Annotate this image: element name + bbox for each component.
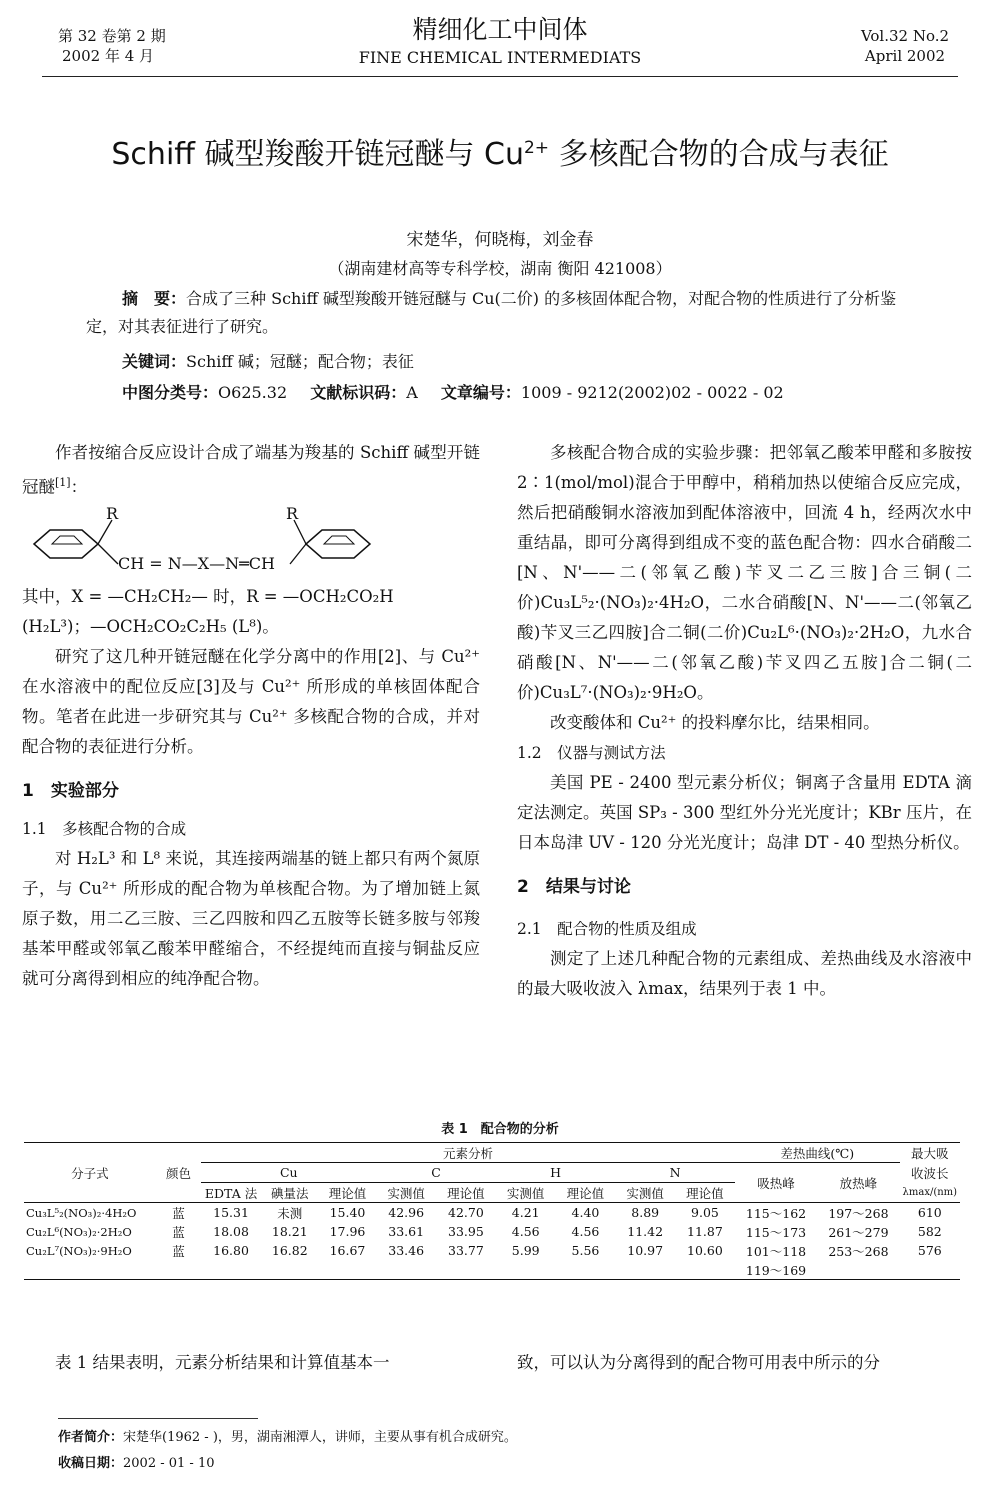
col-n: N	[615, 1163, 735, 1183]
cell: 11.42	[627, 1224, 664, 1239]
col-endo: 吸热峰	[757, 1175, 795, 1191]
cell: 蓝	[172, 1205, 185, 1221]
author-footnote-label: 作者简介：	[58, 1430, 124, 1445]
cell: 10.60	[687, 1243, 723, 1258]
cell: 9.05	[691, 1205, 719, 1220]
cell: 197～268	[828, 1205, 889, 1221]
sub-header: 理论值	[686, 1185, 724, 1201]
received-date	[58, 1452, 215, 1471]
title-tail: 多核配合物的合成与表征	[549, 137, 889, 172]
col-max-1: 最大吸	[911, 1145, 949, 1161]
title-sup: 2+	[523, 138, 550, 158]
volume-issue: 第 32 卷第 2 期	[58, 27, 166, 45]
intro-paragraph	[22, 438, 480, 503]
sub-header: 理论值	[566, 1185, 605, 1201]
cell-formula: Cu₃L⁵₂(NO₃)₂·4H₂O	[26, 1205, 137, 1220]
col-max-2: 收波长	[911, 1165, 949, 1181]
cell: 42.70	[448, 1205, 484, 1220]
received-date-label: 收稿日期：	[58, 1456, 124, 1471]
cell: 4.56	[571, 1224, 600, 1239]
cell: 10.97	[627, 1243, 664, 1258]
col-elemental: 元素分析	[201, 1143, 735, 1163]
cell: 4.56	[511, 1224, 540, 1239]
col-dta: 差热曲线(℃)	[735, 1143, 900, 1163]
cell: 16.67	[329, 1243, 366, 1258]
table-caption: 表 1 配合物的分析	[441, 1122, 559, 1137]
cell: 8.89	[631, 1205, 660, 1220]
cell-formula: Cu₂L⁶(NO₃)₂·2H₂O	[26, 1224, 132, 1239]
synthesis-paragraph: 对 H₂L³ 和 L⁸ 来说，其连接两端基的链上都只有两个氮原子，与 Cu²⁺ 所形成的配合物为单核配合物。为了增加链上氮原子数，用二乙三胺、三乙四胺和四乙五胺等长链多胺与邻羧基苯甲醛或邻氧乙酸苯甲醛缩合，不经提纯而直接与铜盐反应就可分离得到相应的纯净配合物。	[22, 849, 480, 988]
cell: 5.56	[571, 1243, 600, 1258]
cell: 582	[917, 1224, 942, 1239]
article-no-value: 1009 - 9212(2002)02 - 0022 - 02	[520, 383, 784, 402]
sub-header: 实测值	[626, 1185, 664, 1201]
chemical-structure	[22, 502, 402, 582]
right-column	[517, 438, 972, 1004]
classification	[122, 380, 784, 403]
journal-title: 精细化工中间体	[412, 15, 588, 44]
abstract	[86, 285, 918, 341]
issue-date-en: April 2002	[864, 47, 946, 65]
sub-header: 实测值	[387, 1185, 425, 1201]
section-1-heading: 1 实验部分	[22, 781, 119, 801]
cell: 115～162	[745, 1205, 807, 1221]
col-h: H	[496, 1163, 616, 1183]
intro-end: ：	[70, 477, 88, 497]
research-paragraph: 研究了这几种开链冠醚在化学分离中的作用[2]、与 Cu²⁺ 在水溶液中的配位反应[3]及与 Cu²⁺ 所形成的单核固体配合物。笔者在此进一步研究其与 Cu²⁺ 多核配合物的合成，并对配合物的表征进行分析。	[22, 647, 480, 756]
cell: 5.99	[511, 1243, 540, 1258]
col-exo: 放热峰	[839, 1175, 878, 1191]
cell: 16.80	[213, 1243, 249, 1258]
author-footnote	[58, 1426, 517, 1445]
journal-title-en: FINE CHEMICAL INTERMEDIATS	[358, 48, 642, 67]
footnote-rule	[58, 1418, 258, 1419]
keywords	[122, 349, 414, 372]
issue-date: 2002 年 4 月	[62, 47, 155, 65]
bottom-right-text: 致，可以认为分离得到的配合物可用表中所示的分	[517, 1353, 880, 1372]
imine-chain: CH = N—X—N═CH	[118, 554, 275, 573]
cell: 15.40	[329, 1205, 366, 1220]
cell: 16.82	[271, 1243, 308, 1258]
cell: 蓝	[172, 1224, 185, 1240]
journal-issue-left	[58, 26, 166, 66]
where-line-1: 其中，X = —CH₂CH₂— 时，R = —OCH₂CO₂H	[22, 587, 394, 606]
procedure-paragraph: 多核配合物合成的实验步骤：把邻氧乙酸苯甲醛和多胺按 2∶1(mol/mol)混合于甲醇中，稍稍加热以使缩合反应完成，然后把硝酸铜水溶液加到配体溶液中，回流 4 h，经两次水中重结晶，即可分离得到组成不变的蓝色配合物：四水合硝酸二[N、N'——二(邻氧乙酸)苄叉二乙三胺]合三铜(二价)Cu₃L⁵₂·(NO₃)₂·4H₂O，二水合硝酸[N、N'——二(邻氧乙酸)苄叉三乙四胺]合二铜(二价)Cu₂L⁶·(NO₃)₂·2H₂O，九水合硝酸[N、N'——二(邻氧乙酸)苄叉四乙五胺]合二铜(二价)Cu₃L⁷·(NO₃)₂·9H₂O。	[517, 443, 972, 702]
table-row	[24, 1260, 960, 1280]
analysis-table	[24, 1142, 960, 1280]
cell: 253～268	[828, 1243, 889, 1259]
cell: 未测	[277, 1205, 303, 1221]
journal-title-block	[300, 14, 700, 70]
col-cu: Cu	[201, 1163, 376, 1183]
section-2-1-heading: 2.1 配合物的性质及组成	[517, 920, 697, 938]
col-c: C	[376, 1163, 496, 1183]
cell: 576	[917, 1243, 942, 1258]
col-formula: 分子式	[71, 1165, 109, 1181]
affiliation: （湖南建材高等专科学校，湖南 衡阳 421008）	[328, 259, 672, 278]
ratio-paragraph: 改变酸体和 Cu²⁺ 的投料摩尔比，结果相同。	[550, 713, 880, 732]
cell: 蓝	[172, 1243, 185, 1259]
doc-code-value: A	[406, 383, 418, 402]
cell: 33.61	[388, 1224, 425, 1239]
authors: 宋楚华，何晓梅，刘金春	[406, 230, 594, 250]
clc-value: O625.32	[218, 383, 288, 402]
header-rule	[42, 76, 958, 77]
abstract-text: 合成了三种 Schiff 碱型羧酸开链冠醚与 Cu(二价) 的多核固体配合物，对配合物的性质进行了分析鉴定，对其表征进行了研究。	[86, 289, 897, 336]
cell: 33.77	[448, 1243, 484, 1258]
instruments-paragraph: 美国 PE - 2400 型元素分析仪；铜离子含量用 EDTA 滴定法测定。英国 SP₃ - 300 型红外分光光度计；KBr 压片，在日本岛津 UV - 120 分光光度计；岛津 DT - 40 型热分析仪。	[517, 773, 972, 852]
col-max-3: λmax/(nm)	[902, 1186, 958, 1198]
cell: 11.87	[687, 1224, 723, 1239]
volume-issue-en: Vol.32 No.2	[860, 27, 950, 45]
sub-header: 实测值	[506, 1185, 545, 1201]
left-column-body	[22, 582, 480, 994]
ref-1: [1]	[55, 476, 71, 489]
table-row	[24, 1203, 960, 1223]
received-date-value: 2002 - 01 - 10	[123, 1456, 215, 1471]
author-footnote-text: 宋楚华(1962 - )，男，湖南湘潭人，讲师，主要从事有机合成研究。	[123, 1430, 517, 1445]
cell: 33.46	[388, 1243, 425, 1258]
sub-header: 碘量法	[271, 1185, 309, 1201]
cell: 42.96	[388, 1205, 425, 1220]
cell: 101～118	[745, 1243, 807, 1259]
keywords-label: 关键词：	[122, 352, 187, 371]
table-row	[24, 1222, 960, 1241]
section-1-1-heading: 1.1 多核配合物的合成	[22, 820, 187, 838]
cell: 33.95	[448, 1224, 484, 1239]
left-column	[22, 438, 480, 503]
section-2-heading: 2 结果与讨论	[517, 877, 631, 897]
cell: 261～279	[828, 1224, 889, 1240]
cell: 18.21	[271, 1224, 308, 1239]
title-main: Schiff 碱型羧酸开链冠醚与 Cu	[111, 137, 524, 172]
substituent-r-left: R	[106, 504, 119, 523]
cell: 17.96	[329, 1224, 366, 1239]
journal-issue-right	[850, 26, 960, 66]
article-no-label: 文章编号：	[440, 383, 521, 402]
intro-text: 作者按缩合反应设计合成了端基为羧基的 Schiff 碱型开链冠醚	[22, 443, 480, 497]
cell: 4.21	[511, 1205, 540, 1220]
sub-header: 理论值	[447, 1185, 485, 1201]
cell-formula: Cu₂L⁷(NO₃)₂·9H₂O	[26, 1243, 132, 1258]
substituent-r-right: R	[286, 504, 299, 523]
cell: 15.31	[213, 1205, 249, 1220]
cell: 610	[917, 1205, 942, 1220]
sub-header: EDTA 法	[204, 1185, 258, 1201]
col-color: 颜色	[166, 1165, 192, 1181]
cell: 18.08	[213, 1224, 249, 1239]
doc-code-label: 文献标识码：	[310, 383, 407, 402]
cell: 4.40	[571, 1205, 600, 1220]
results-paragraph: 测定了上述几种配合物的元素组成、差热曲线及水溶液中的最大吸收波入 λmax，结果列于表 1 中。	[517, 949, 972, 998]
bottom-left-text: 表 1 结果表明，元素分析结果和计算值基本一	[55, 1353, 390, 1372]
table-row	[24, 1241, 960, 1260]
keywords-text: Schiff 碱；冠醚；配合物；表征	[186, 352, 414, 371]
sub-header: 理论值	[328, 1185, 367, 1201]
abstract-label: 摘 要：	[122, 289, 187, 308]
clc-label: 中图分类号：	[122, 383, 219, 402]
section-1-2-heading: 1.2 仪器与测试方法	[517, 744, 666, 762]
cell: 119～169	[745, 1262, 807, 1278]
cell: 115～173	[745, 1224, 807, 1240]
where-line-2: (H₂L³)；—OCH₂CO₂C₂H₅ (L⁸)。	[22, 617, 279, 636]
article-title	[30, 128, 970, 175]
table-grid	[24, 1142, 960, 1280]
